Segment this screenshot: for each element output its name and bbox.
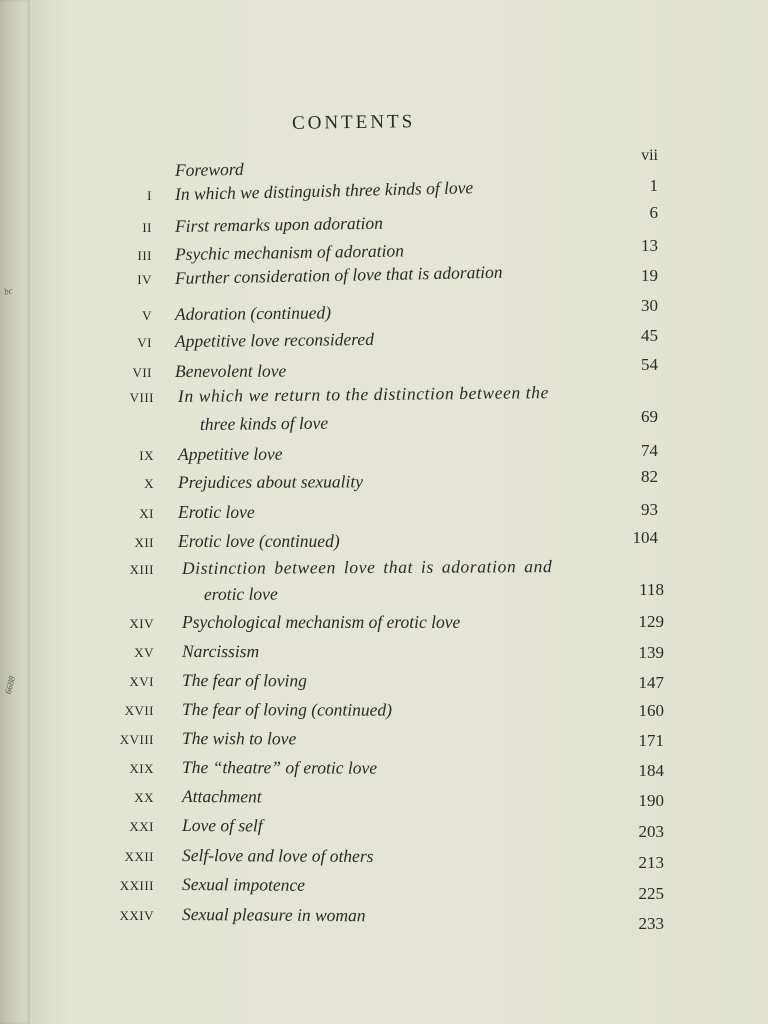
chapter-number: XII [134,535,154,550]
page-number: 69 [641,407,658,426]
chapter-number: III [137,248,152,263]
page-number: 225 [638,884,664,903]
chapter-title: Sexual pleasure in woman [181,904,366,926]
chapter-number: VI [137,335,152,350]
chapter-title: The “theatre” of erotic love [181,757,378,778]
chapter-title: Sexual impotence [181,874,306,895]
chapter-number: XVIII [119,732,154,747]
page-number: 1 [649,176,658,195]
chapter-number: V [142,308,152,323]
chapter-title: Further consideration of love that is adoration [174,261,503,288]
chapter-title: Self-love and love of others [181,845,374,867]
chapter-title: Attachment [181,786,262,807]
chapter-number: II [142,220,152,235]
page-number: 13 [641,236,658,255]
chapter-title: Erotic love [178,502,255,522]
chapter-number: X [144,476,154,491]
chapter-title-continued: three kinds of love [199,412,329,434]
chapter-title: Distinction between love that is adoration and [181,556,553,578]
page-number: 82 [641,467,658,486]
chapter-title: Erotic love (continued) [178,531,340,551]
chapter-title: Psychological mechanism of erotic love [182,612,461,632]
chapter-number: XIV [129,616,154,631]
chapter-title-continued: erotic love [203,583,278,604]
page-number: 6 [649,203,658,222]
page-number: 93 [641,500,658,519]
page-number: 203 [638,822,664,841]
chapter-title: Prejudices about sexuality [177,471,364,492]
chapter-number: XVI [129,674,154,689]
chapter-title: The fear of loving (continued) [181,699,393,720]
chapter-number: IX [139,448,154,463]
page-number: 147 [638,673,664,692]
chapter-title: Love of self [181,815,263,836]
chapter-number: XIII [129,562,154,577]
page-number: 184 [638,761,664,780]
page-number: 74 [641,441,658,460]
chapter-title: The fear of loving [181,670,307,691]
chapter-number: XX [134,790,154,805]
chapter-title: Adoration (continued) [174,302,332,324]
chapter-title: Psychic mechanism of adoration [174,240,405,264]
page-number: 171 [638,731,664,750]
chapter-number: XXIV [119,908,154,923]
chapter-number: XV [134,645,154,660]
page-number: 30 [641,296,658,315]
page-number: vii [641,147,658,164]
chapter-title: Narcissism [181,641,260,662]
page-number: 233 [638,914,664,933]
margin-note-top: bc [3,285,14,297]
chapter-title: In which we return to the distinction between the [177,382,550,406]
page-number: 129 [638,612,664,631]
chapter-title: Appetitive love [177,443,283,464]
margin-note-side: 6688 [2,675,18,695]
chapter-number: I [147,188,152,203]
chapter-number: VII [132,365,152,380]
chapter-number: VIII [129,390,154,405]
page-number: 104 [632,528,658,547]
page-number: 45 [641,326,658,345]
contents-heading: CONTENTS [291,111,416,134]
chapter-title: Foreword [174,158,244,180]
chapter-title: Benevolent love [174,360,287,381]
page-number: 118 [639,580,664,599]
page-number: 213 [638,853,664,872]
chapter-number: XIX [129,761,154,776]
page-number: 190 [638,791,664,810]
chapter-title: The wish to love [181,728,297,749]
chapter-number: IV [137,272,152,287]
page-number: 139 [638,643,664,662]
chapter-title: Appetitive love reconsidered [174,328,374,351]
chapter-number: XVII [124,703,154,718]
chapter-number: XXI [129,819,154,834]
page-number: 54 [641,355,658,374]
page-number: 19 [641,266,658,285]
page-number: 160 [638,701,664,720]
chapter-title: First remarks upon adoration [174,212,384,236]
chapter-number: XI [139,506,154,521]
chapter-number: XXII [124,849,154,864]
chapter-number: XXIII [119,878,154,893]
chapter-title: In which we distinguish three kinds of love [174,177,474,204]
